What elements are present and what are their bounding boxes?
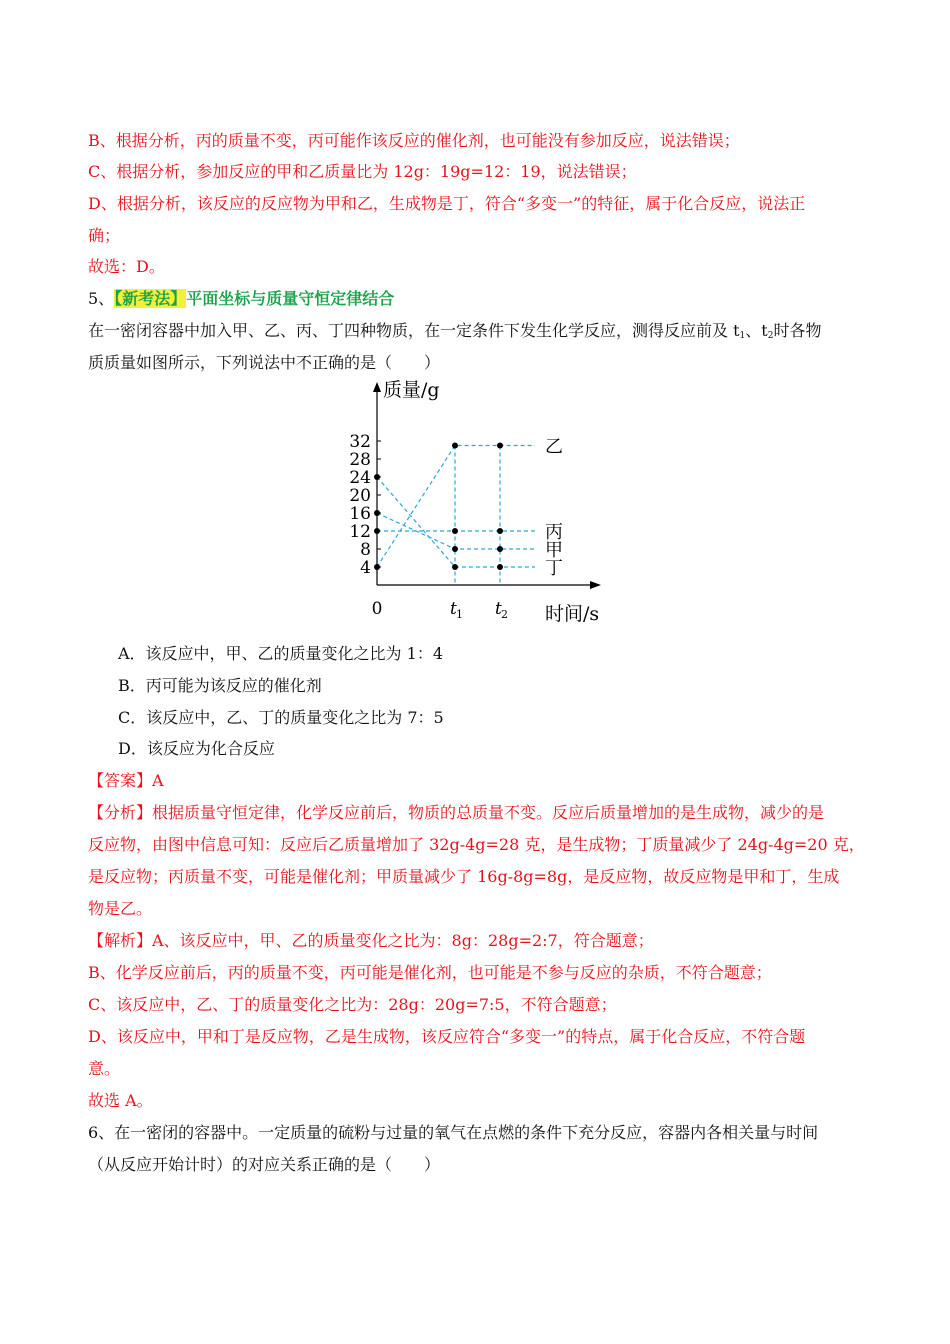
- data-point: [497, 546, 503, 552]
- data-point: [452, 443, 458, 449]
- q5-explain-c: C、该反应中，乙、丁的质量变化之比为：28g：20g=7:5，不符合题意；: [88, 995, 617, 1014]
- mass-time-chart: [330, 376, 620, 624]
- data-point: [374, 474, 380, 480]
- data-point: [497, 443, 503, 449]
- q6-stem-line1: 6、在一密闭的容器中。一定质量的硫粉与过量的氧气在点燃的条件下充分反应，容器内各相关量与时间: [88, 1123, 819, 1142]
- q5-explain-d-line2: 意。: [88, 1059, 121, 1078]
- q5-analysis-line3: 是反应物；丙质量不变，可能是催化剂；甲质量减少了 16g-8g=8g，是反应物，故反应物是甲和丁，生成: [88, 867, 840, 886]
- series-line: [377, 477, 535, 567]
- data-point: [374, 528, 380, 534]
- y-tick-label: 12: [349, 522, 371, 542]
- q5-topic: 平面坐标与质量守恒定律结合: [186, 289, 395, 308]
- q6-stem-line2: （从反应开始计时）的对应关系正确的是（ ）: [88, 1155, 441, 1174]
- q5-stem-text-c: 时各物: [773, 321, 822, 340]
- x-tick-sub: 1: [456, 608, 463, 621]
- q5-header: [88, 288, 394, 310]
- q5-analysis-line2: 反应物，由图中信息可知：反应后乙质量增加了 32g-4g=28 克，是生成物；丁质量减少了 24g-4g=20 克，: [88, 835, 865, 854]
- prev-explain-d-line1: D、根据分析，该反应的反应物为甲和乙，生成物是丁，符合“多变一”的特征，属于化合反应，说法正: [88, 194, 806, 213]
- y-tick-label: 16: [349, 504, 371, 524]
- y-axis-arrow: [373, 382, 381, 392]
- prev-explain-b: B、根据分析，丙的质量不变，丙可能作该反应的催化剂，也可能没有参加反应，说法错误；: [88, 131, 740, 150]
- series-label: 丙: [545, 522, 563, 543]
- chart-series: [374, 443, 535, 586]
- x-axis-arrow: [590, 581, 601, 589]
- q5-analysis-line4: 物是乙。: [88, 899, 153, 918]
- q5-option-d: D．该反应为化合反应: [118, 739, 275, 758]
- x-tick-label: t: [450, 599, 457, 619]
- q5-option-a: A．该反应中，甲、乙的质量变化之比为 1：4: [118, 644, 444, 663]
- x-tick-sub: 2: [501, 608, 508, 621]
- q5-stem-text-a: 在一密闭容器中加入甲、乙、丙、丁四种物质，在一定条件下发生化学反应，测得反应前及 t: [88, 321, 740, 340]
- series-label: 甲: [545, 540, 563, 561]
- q5-stem-line1: [88, 320, 821, 347]
- data-point: [374, 510, 380, 516]
- y-tick-label: 32: [349, 432, 371, 452]
- x-axis-label: 时间/s: [545, 603, 600, 624]
- data-point: [452, 564, 458, 570]
- chart-labels: [372, 379, 600, 624]
- prev-choice: 故选：D。: [88, 257, 165, 276]
- q5-choice: 故选 A。: [88, 1091, 153, 1110]
- y-tick-label: 4: [360, 558, 371, 578]
- chart-axes: [373, 382, 601, 589]
- prev-explain-d-line2: 确；: [88, 226, 121, 245]
- q5-option-c: C．该反应中，乙、丁的质量变化之比为 7：5: [118, 708, 444, 727]
- y-tick-label: 8: [360, 540, 371, 560]
- q5-explain-a: 【解析】A、该反应中，甲、乙的质量变化之比为：8g：28g=2:7，符合题意；: [88, 931, 654, 950]
- y-tick-label: 24: [349, 468, 371, 488]
- q5-analysis-line1: 【分析】根据质量守恒定律，化学反应前后，物质的总质量不变。反应后质量增加的是生成物，减少的是: [88, 803, 825, 822]
- series-label: 乙: [545, 436, 563, 458]
- q5-stem-text-b: 、t: [745, 321, 768, 340]
- y-axis-label: 质量/g: [383, 379, 440, 401]
- y-tick-label: 20: [349, 486, 371, 506]
- series-label: 丁: [545, 558, 563, 579]
- x-tick-label: t: [495, 599, 502, 619]
- data-point: [452, 546, 458, 552]
- q5-option-b: B．丙可能为该反应的催化剂: [118, 676, 322, 695]
- origin-label: 0: [371, 599, 383, 619]
- q5-answer: 【答案】A: [88, 771, 164, 790]
- data-point: [452, 528, 458, 534]
- q5-explain-b: B、化学反应前后，丙的质量不变，丙可能是催化剂，也可能是不参与反应的杂质，不符合题意；: [88, 963, 772, 982]
- q5-stem-line2: 质质量如图所示，下列说法中不正确的是（ ）: [88, 353, 441, 372]
- q5-number: 5、: [88, 289, 115, 308]
- data-point: [497, 528, 503, 534]
- data-point: [497, 564, 503, 570]
- q5-explain-d-line1: D、该反应中，甲和丁是反应物，乙是生成物，该反应符合“多变一”的特点，属于化合反应，不符合题: [88, 1027, 806, 1046]
- q5-stem-sub1: 1: [739, 331, 746, 341]
- prev-explain-c: C、根据分析，参加反应的甲和乙质量比为 12g：19g=12：19，说法错误；: [88, 162, 637, 181]
- q5-stem-sub2: 2: [767, 331, 774, 341]
- y-tick-label: 28: [349, 450, 371, 470]
- chart-ticks: [349, 432, 508, 621]
- data-point: [374, 564, 380, 570]
- q5-new-method-tag: 【新考法】: [114, 289, 187, 308]
